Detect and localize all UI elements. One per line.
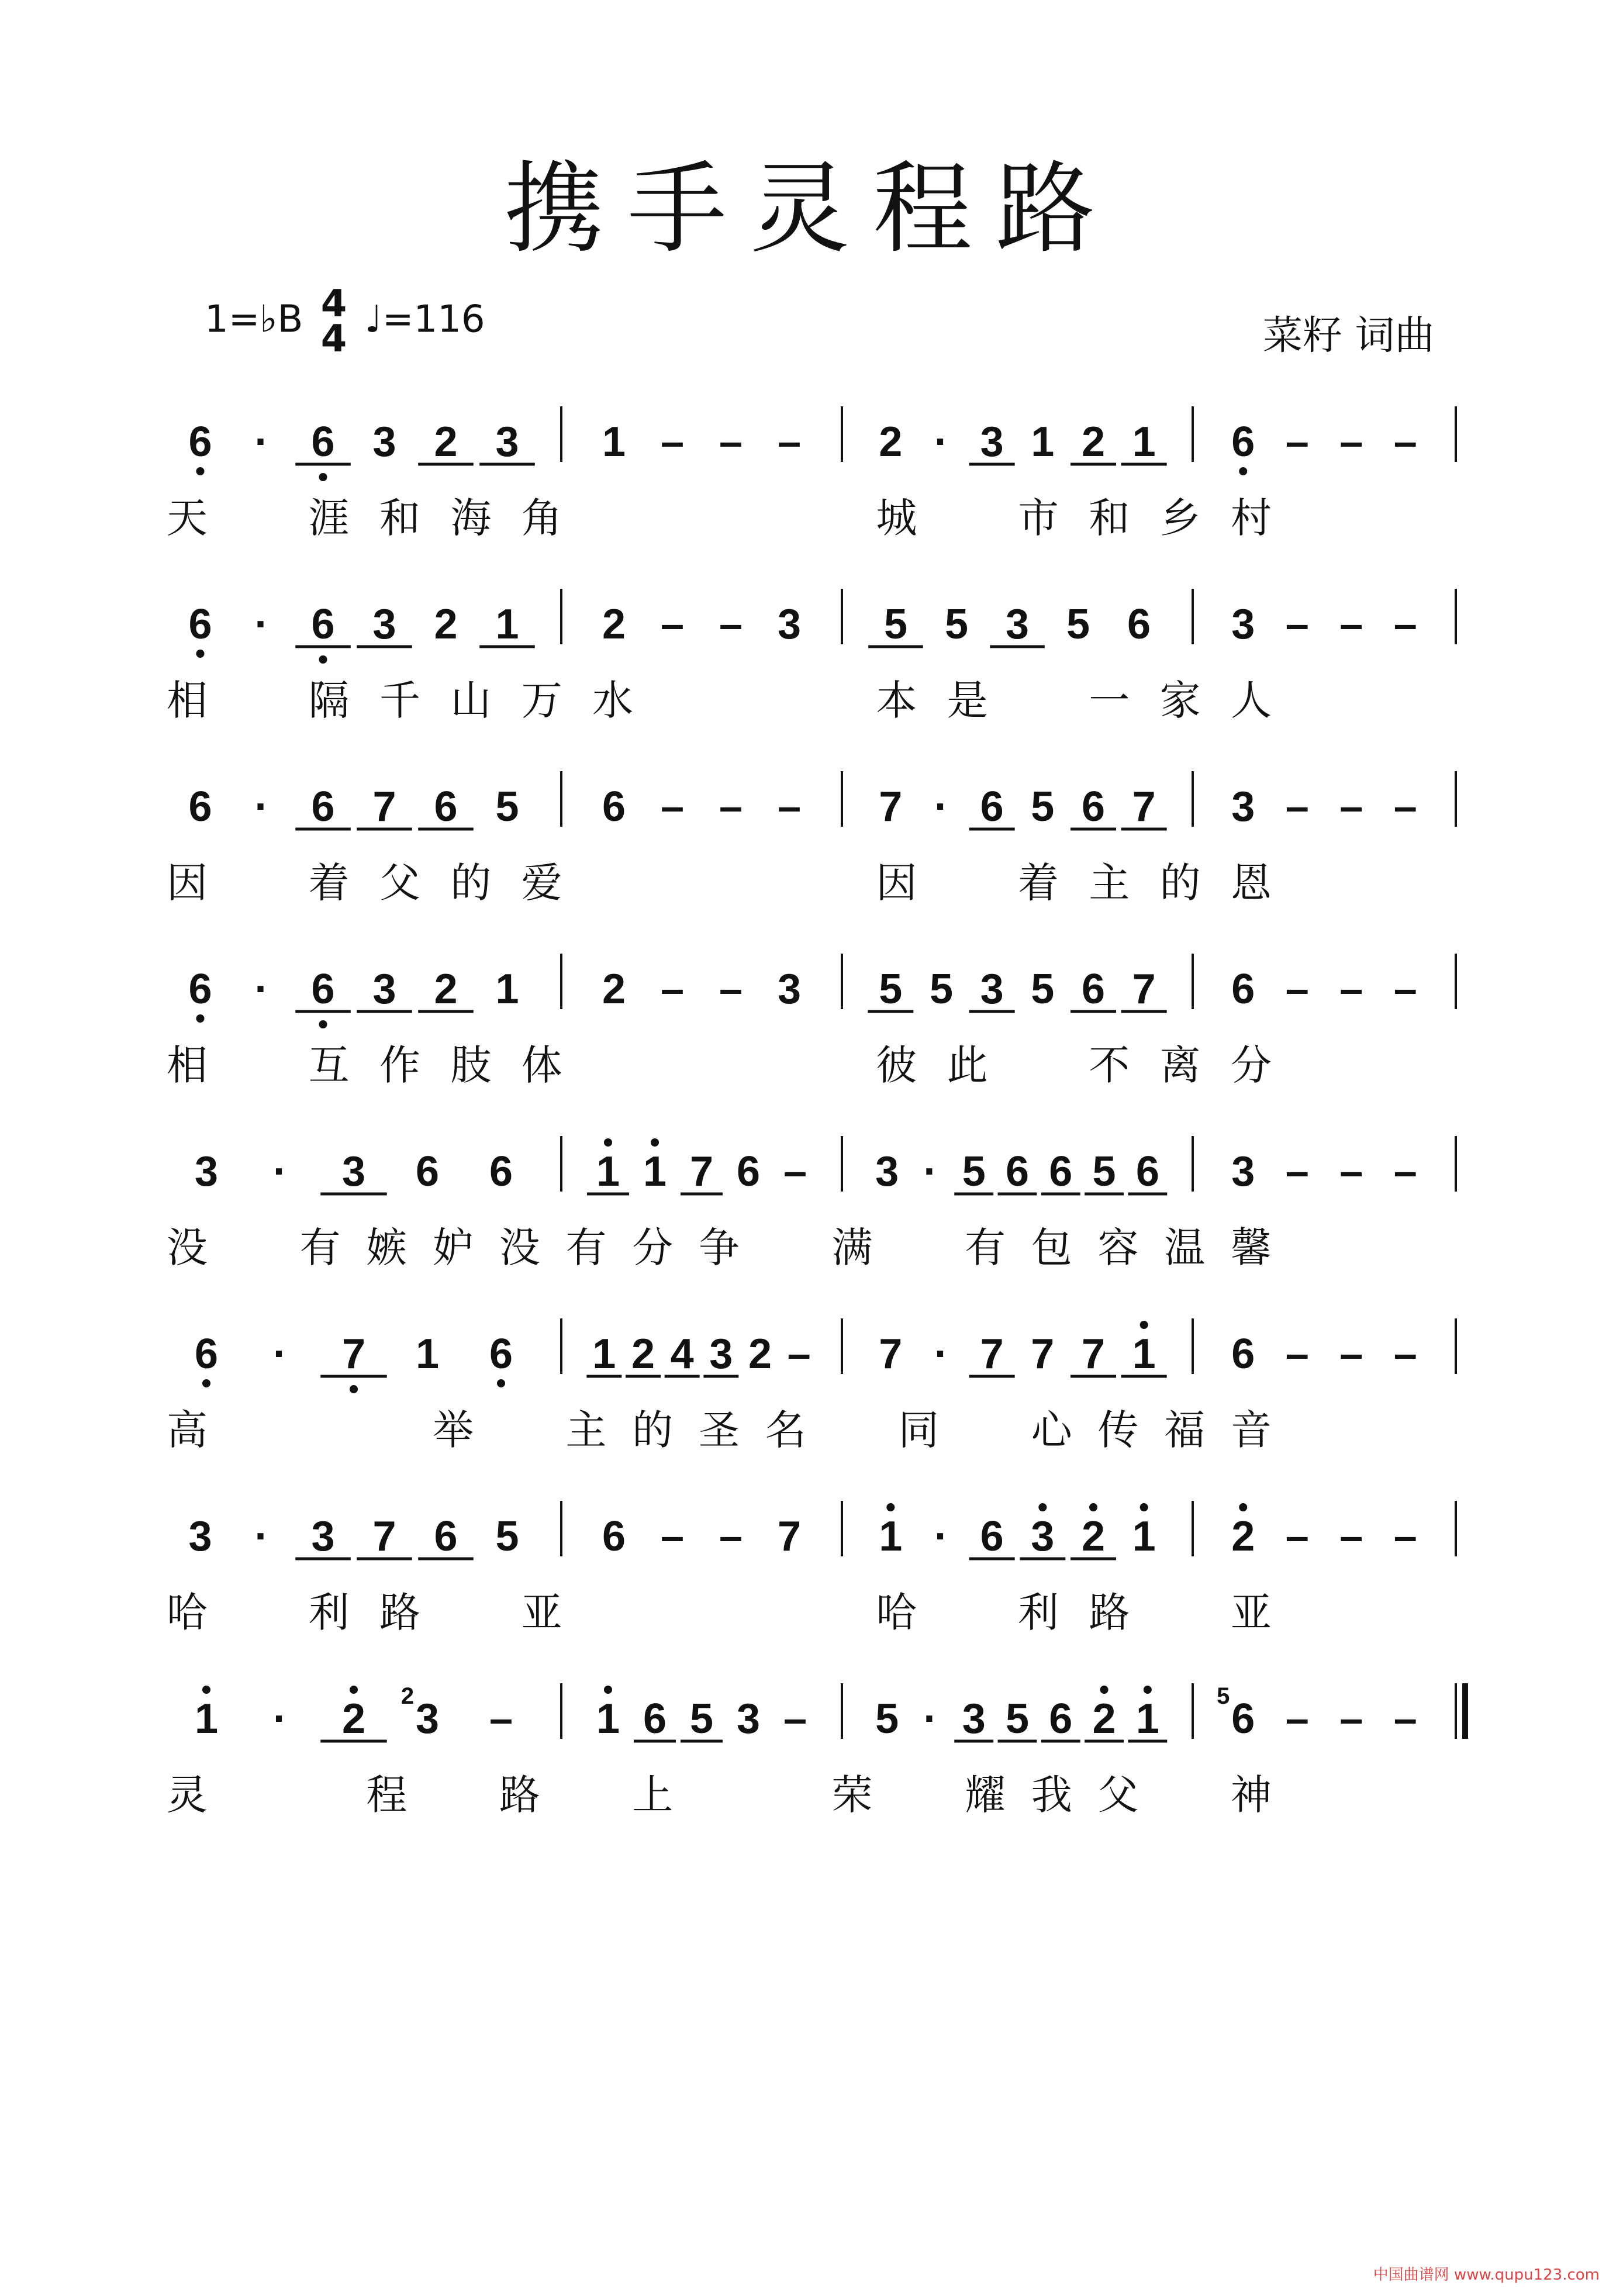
- lyric-char: 千: [379, 676, 420, 724]
- note: 6: [1231, 966, 1255, 1013]
- note: 7: [777, 1513, 802, 1560]
- note: 1: [596, 1696, 620, 1742]
- note: 6: [188, 783, 212, 830]
- lyric-char: 分: [632, 1224, 674, 1272]
- note: 7: [980, 1331, 1004, 1377]
- note: 6: [1231, 419, 1255, 465]
- lyric-char: 的: [450, 859, 492, 907]
- lyric-char: 音: [1231, 1406, 1272, 1454]
- note: 6: [188, 419, 212, 465]
- lyric-char: 体: [521, 1041, 562, 1089]
- note: 3: [194, 1148, 219, 1195]
- upper-octave-dot: [604, 1138, 612, 1147]
- dash-mark: –: [1339, 1148, 1363, 1195]
- lyric-char: 市: [1018, 494, 1059, 542]
- note: 6: [980, 783, 1004, 830]
- note: 5: [689, 1696, 714, 1742]
- note: 3: [709, 1331, 733, 1377]
- upper-octave-dot: [1089, 1503, 1097, 1511]
- note: 3: [980, 419, 1004, 465]
- upper-octave-dot: [604, 1686, 612, 1694]
- tempo-marking: ♩=116: [364, 298, 485, 341]
- note: 2: [1092, 1696, 1116, 1742]
- note: 6: [188, 966, 212, 1013]
- lyric-char: 嫉: [366, 1224, 408, 1272]
- dash-mark: –: [1393, 1148, 1417, 1195]
- note: 6: [1081, 783, 1106, 830]
- lyric-char: 利: [1018, 1589, 1059, 1636]
- note: 6: [1135, 1148, 1159, 1195]
- lyric-char: 城: [876, 494, 917, 542]
- upper-octave-dot: [1100, 1686, 1109, 1694]
- note: 6: [434, 1513, 458, 1560]
- dash-mark: –: [1339, 966, 1363, 1013]
- note: 1: [1135, 1696, 1159, 1742]
- dash-mark: –: [1285, 419, 1309, 465]
- upper-octave-dot: [1140, 1503, 1148, 1511]
- note: 3: [962, 1696, 986, 1742]
- note: 7: [879, 1331, 903, 1377]
- lyric-char: 上: [632, 1771, 674, 1819]
- note: 2: [434, 601, 458, 648]
- dash-mark: –: [1339, 601, 1363, 648]
- lyric-char: 作: [379, 1041, 420, 1089]
- dot-mark: ·: [923, 1696, 938, 1742]
- watermark: 中国曲谱网 www.qupu123.com: [1373, 2266, 1600, 2284]
- dash-mark: –: [1339, 1513, 1363, 1560]
- lyric-char: 福: [1164, 1406, 1206, 1454]
- lyric-char: 没: [167, 1224, 208, 1272]
- upper-octave-dot: [350, 1686, 358, 1694]
- note: 5: [1092, 1148, 1116, 1195]
- note: 1: [495, 966, 519, 1013]
- song-title: 携手灵程路: [504, 151, 1118, 267]
- dash-mark: –: [1285, 1331, 1309, 1377]
- lyric-char: 有: [299, 1224, 341, 1272]
- note: 5: [883, 601, 908, 648]
- lyric-char: 不: [1089, 1041, 1130, 1089]
- note: 3: [777, 601, 802, 648]
- lyric-char: 乡: [1159, 494, 1201, 542]
- lyric-char: 有: [965, 1224, 1006, 1272]
- note: 6: [1231, 1331, 1255, 1377]
- note: 7: [372, 1513, 396, 1560]
- note: 6: [489, 1148, 513, 1195]
- note: 1: [602, 419, 626, 465]
- lower-octave-dot: [497, 1379, 505, 1387]
- dot-mark: ·: [934, 1331, 948, 1377]
- lyric-char: 路: [379, 1589, 420, 1636]
- lower-octave-dot: [196, 467, 205, 475]
- note: 5: [1031, 783, 1055, 830]
- note: 5: [1031, 966, 1055, 1013]
- lyric-char: 人: [1231, 676, 1272, 724]
- lyric-char: 灵: [167, 1771, 208, 1819]
- lyric-char: 家: [1159, 676, 1201, 724]
- lyric-char: 程: [366, 1771, 408, 1819]
- note: 7: [341, 1331, 366, 1377]
- note: 3: [1231, 1148, 1255, 1195]
- dash-mark: –: [787, 1331, 811, 1377]
- note: 6: [1049, 1148, 1073, 1195]
- dash-mark: –: [1393, 966, 1417, 1013]
- lyric-char: 没: [499, 1224, 540, 1272]
- lyric-char: 满: [831, 1224, 873, 1272]
- lower-octave-dot: [350, 1385, 358, 1393]
- lyric-char: 村: [1231, 494, 1272, 542]
- lyric-char: 隔: [308, 676, 350, 724]
- note: 6: [194, 1331, 219, 1377]
- note: 7: [1031, 1331, 1055, 1377]
- dash-mark: –: [719, 1513, 743, 1560]
- dot-mark: ·: [254, 601, 269, 648]
- note: 5: [1066, 601, 1090, 648]
- note: 1: [643, 1148, 667, 1195]
- lyric-char: 涯: [308, 494, 350, 542]
- lyric-char: 温: [1164, 1224, 1206, 1272]
- lyric-char: 山: [450, 676, 492, 724]
- dash-mark: –: [1339, 419, 1363, 465]
- lyric-char: 本: [876, 676, 917, 724]
- note: 6: [1049, 1696, 1073, 1742]
- dash-mark: –: [783, 1148, 807, 1195]
- lyric-char: 争: [699, 1224, 740, 1272]
- note: 5: [944, 601, 969, 648]
- lyric-char: 水: [592, 676, 633, 724]
- dash-mark: –: [777, 419, 802, 465]
- note: 3: [495, 419, 519, 465]
- upper-octave-dot: [202, 1686, 210, 1694]
- note: 3: [736, 1696, 761, 1742]
- note: 6: [643, 1696, 667, 1742]
- dot-mark: ·: [254, 966, 269, 1013]
- note: 1: [879, 1513, 903, 1560]
- upper-octave-dot: [1140, 1321, 1148, 1329]
- lower-octave-dot: [196, 650, 205, 658]
- dash-mark: –: [1339, 1696, 1363, 1742]
- note: 3: [372, 966, 396, 1013]
- lyric-char: 着: [1018, 859, 1059, 907]
- note: 1: [495, 601, 519, 648]
- note: 2: [1231, 1513, 1255, 1560]
- lyric-char: 此: [947, 1041, 988, 1089]
- lyric-char: 的: [1159, 859, 1201, 907]
- note: 2: [631, 1331, 655, 1377]
- note: 1: [1132, 1331, 1156, 1377]
- lyric-char: 荣: [831, 1771, 873, 1819]
- note: 6: [1081, 966, 1106, 1013]
- lyric-char: 着: [308, 859, 350, 907]
- note: 6: [415, 1148, 440, 1195]
- dash-mark: –: [1393, 1331, 1417, 1377]
- note: 3: [415, 1696, 440, 1742]
- note: 3: [372, 601, 396, 648]
- lower-octave-dot: [196, 1014, 205, 1023]
- note: 6: [311, 601, 335, 648]
- note: 2: [748, 1331, 772, 1377]
- note: 2: [1081, 1513, 1106, 1560]
- lyric-char: 主: [565, 1406, 607, 1454]
- lyric-char: 有: [565, 1224, 607, 1272]
- time-signature-top: 4: [320, 282, 347, 326]
- note: 3: [1005, 601, 1030, 648]
- lower-octave-dot: [319, 473, 327, 481]
- dash-mark: –: [1339, 783, 1363, 830]
- grace-note: 2: [400, 1683, 415, 1709]
- note: 6: [602, 783, 626, 830]
- lyric-char: 圣: [699, 1406, 740, 1454]
- dot-mark: ·: [923, 1148, 938, 1195]
- dash-mark: –: [719, 966, 743, 1013]
- dot-mark: ·: [254, 783, 269, 830]
- lyric-char: 容: [1097, 1224, 1139, 1272]
- upper-octave-dot: [651, 1138, 659, 1147]
- lyric-char: 是: [947, 676, 988, 724]
- note: 7: [372, 783, 396, 830]
- lyric-char: 耀: [965, 1771, 1006, 1819]
- note: 6: [434, 783, 458, 830]
- lyric-char: 包: [1031, 1224, 1072, 1272]
- lyric-char: 离: [1159, 1041, 1201, 1089]
- note: 3: [341, 1148, 366, 1195]
- dash-mark: –: [660, 966, 685, 1013]
- note: 3: [1031, 1513, 1055, 1560]
- key-signature: 1=♭B: [205, 298, 303, 341]
- lyric-char: 角: [521, 494, 562, 542]
- note: 2: [434, 966, 458, 1013]
- lyric-char: 相: [167, 676, 208, 724]
- dash-mark: –: [1393, 1696, 1417, 1742]
- lyric-char: 我: [1031, 1771, 1072, 1819]
- lyric-char: 同: [898, 1406, 940, 1454]
- lyric-char: 互: [308, 1041, 350, 1089]
- dash-mark: –: [660, 1513, 685, 1560]
- lyric-char: 分: [1231, 1041, 1272, 1089]
- dot-mark: ·: [273, 1148, 287, 1195]
- dash-mark: –: [1393, 1513, 1417, 1560]
- lyric-char: 举: [433, 1406, 474, 1454]
- lyric-char: 恩: [1231, 859, 1272, 907]
- note: 3: [875, 1148, 899, 1195]
- dot-mark: ·: [254, 1513, 269, 1560]
- note: 3: [372, 419, 396, 465]
- lyric-char: 神: [1231, 1771, 1272, 1819]
- dash-mark: –: [1339, 1331, 1363, 1377]
- note: 7: [1132, 783, 1156, 830]
- note: 6: [311, 783, 335, 830]
- lower-octave-dot: [202, 1379, 210, 1387]
- lyric-char: 肢: [450, 1041, 492, 1089]
- note: 1: [1031, 419, 1055, 465]
- dash-mark: –: [660, 783, 685, 830]
- note: 6: [980, 1513, 1004, 1560]
- lyric-char: 哈: [167, 1589, 208, 1636]
- dash-mark: –: [1285, 783, 1309, 830]
- dot-mark: ·: [254, 419, 269, 465]
- note: 5: [962, 1148, 986, 1195]
- note: 1: [415, 1331, 440, 1377]
- dash-mark: –: [719, 601, 743, 648]
- note: 3: [980, 966, 1004, 1013]
- lyric-char: 父: [379, 859, 420, 907]
- dash-mark: –: [660, 601, 685, 648]
- note: 2: [341, 1696, 366, 1742]
- upper-octave-dot: [1144, 1686, 1152, 1694]
- note: 7: [1132, 966, 1156, 1013]
- lyric-char: 哈: [876, 1589, 917, 1636]
- lyric-char: 爱: [521, 859, 562, 907]
- note: 7: [879, 783, 903, 830]
- note: 5: [495, 783, 519, 830]
- note: 3: [1231, 783, 1255, 830]
- lyric-char: 馨: [1231, 1224, 1272, 1272]
- lyric-char: 海: [450, 494, 492, 542]
- time-signature-bottom: 4: [320, 317, 347, 361]
- lyric-char: 妒: [433, 1224, 474, 1272]
- note: 5: [929, 966, 954, 1013]
- note: 5: [495, 1513, 519, 1560]
- dot-mark: ·: [934, 783, 948, 830]
- note: 5: [875, 1696, 899, 1742]
- note: 2: [1081, 419, 1106, 465]
- note: 6: [311, 966, 335, 1013]
- dash-mark: –: [660, 419, 685, 465]
- note: 6: [1127, 601, 1151, 648]
- dash-mark: –: [1285, 1148, 1309, 1195]
- upper-octave-dot: [1038, 1503, 1047, 1511]
- note: 2: [434, 419, 458, 465]
- lyric-char: 亚: [521, 1589, 562, 1636]
- dot-mark: ·: [273, 1696, 287, 1742]
- lyric-char: 主: [1089, 859, 1130, 907]
- lyric-char: 因: [876, 859, 917, 907]
- upper-octave-dot: [1239, 1503, 1247, 1511]
- lyric-char: 天: [167, 494, 208, 542]
- note: 1: [592, 1331, 616, 1377]
- dash-mark: –: [777, 783, 802, 830]
- lyric-char: 心: [1031, 1406, 1072, 1454]
- lyric-char: 因: [167, 859, 208, 907]
- lyric-char: 传: [1097, 1406, 1139, 1454]
- dot-mark: ·: [934, 419, 948, 465]
- dash-mark: –: [489, 1696, 513, 1742]
- note: 7: [1081, 1331, 1106, 1377]
- note: 6: [188, 601, 212, 648]
- lyric-char: 和: [1089, 494, 1130, 542]
- note: 6: [736, 1148, 761, 1195]
- lyric-char: 路: [499, 1771, 540, 1819]
- note: 3: [311, 1513, 335, 1560]
- dot-mark: ·: [934, 1513, 948, 1560]
- dash-mark: –: [1393, 783, 1417, 830]
- dash-mark: –: [1285, 1513, 1309, 1560]
- note: 1: [1132, 419, 1156, 465]
- upper-octave-dot: [886, 1503, 895, 1511]
- note: 3: [777, 966, 802, 1013]
- note: 1: [596, 1148, 620, 1195]
- note: 1: [1132, 1513, 1156, 1560]
- lyric-char: 路: [1089, 1589, 1130, 1636]
- note: 3: [1231, 601, 1255, 648]
- note: 1: [194, 1696, 219, 1742]
- note: 6: [1005, 1148, 1030, 1195]
- lyric-char: 一: [1089, 676, 1130, 724]
- lyric-char: 彼: [876, 1041, 917, 1089]
- lyric-char: 高: [167, 1406, 208, 1454]
- lyric-char: 亚: [1231, 1589, 1272, 1636]
- lyric-char: 万: [521, 676, 562, 724]
- dash-mark: –: [1393, 601, 1417, 648]
- dash-mark: –: [1285, 966, 1309, 1013]
- note: 7: [689, 1148, 714, 1195]
- note: 6: [311, 419, 335, 465]
- dash-mark: –: [783, 1696, 807, 1742]
- dash-mark: –: [1285, 601, 1309, 648]
- lyric-char: 利: [308, 1589, 350, 1636]
- note: 6: [1231, 1696, 1255, 1742]
- note: 4: [670, 1331, 694, 1377]
- lower-octave-dot: [1239, 467, 1247, 475]
- lyric-char: 相: [167, 1041, 208, 1089]
- grace-note: 5: [1217, 1683, 1230, 1709]
- composer-credit: 菜籽 词曲: [1263, 313, 1435, 359]
- lower-octave-dot: [319, 655, 327, 664]
- dash-mark: –: [1285, 1696, 1309, 1742]
- note: 2: [602, 601, 626, 648]
- note: 2: [879, 419, 903, 465]
- note: 3: [188, 1513, 212, 1560]
- lower-octave-dot: [319, 1020, 327, 1028]
- note: 6: [602, 1513, 626, 1560]
- note: 5: [1005, 1696, 1030, 1742]
- dash-mark: –: [1393, 419, 1417, 465]
- lyric-char: 和: [379, 494, 420, 542]
- note: 5: [879, 966, 903, 1013]
- note: 2: [602, 966, 626, 1013]
- lyric-char: 名: [765, 1406, 806, 1454]
- lyric-char: 的: [632, 1406, 674, 1454]
- dash-mark: –: [719, 783, 743, 830]
- note: 6: [489, 1331, 513, 1377]
- lyric-char: 父: [1097, 1771, 1139, 1819]
- dot-mark: ·: [273, 1331, 287, 1377]
- dash-mark: –: [719, 419, 743, 465]
